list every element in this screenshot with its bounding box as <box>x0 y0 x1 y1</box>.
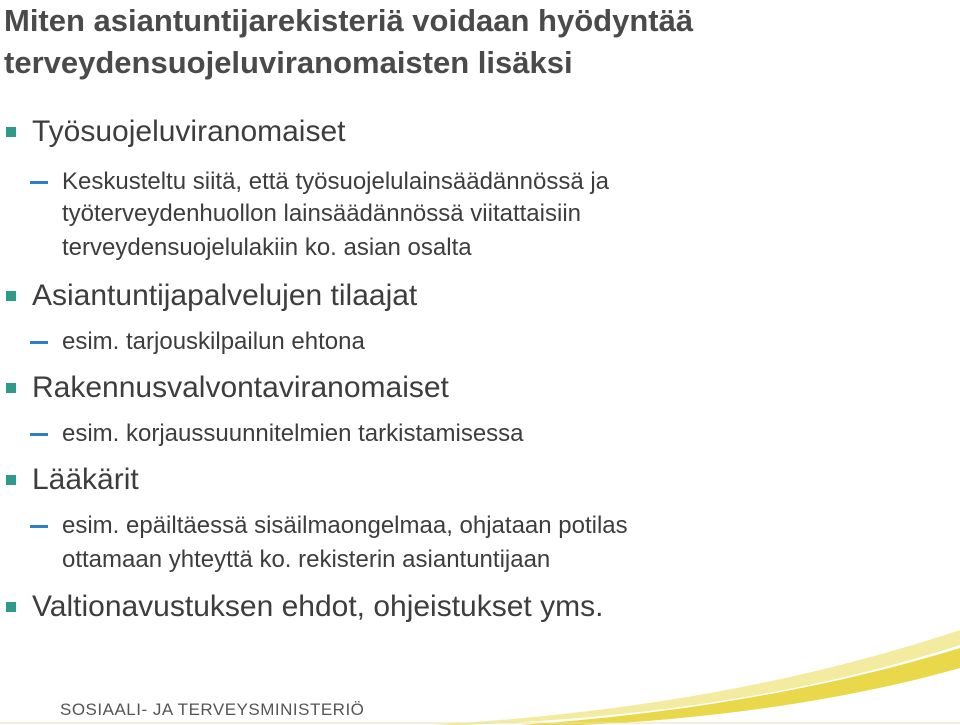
bullet-label: Lääkärit <box>32 463 139 496</box>
sub-bullet-line: esim. korjaussuunnitelmien tarkistamisessa <box>62 420 524 447</box>
slide-title-line-1: Miten asiantuntijarekisteriä voidaan hyödyntää <box>4 3 694 38</box>
bullet-label: Rakennusvalvontaviranomaiset <box>32 371 449 404</box>
sub-bullet-line: Keskusteltu siitä, että työsuojelulainsäädännössä ja <box>62 168 610 195</box>
sub-bullet-line: esim. epäiltäessä sisäilmaongelmaa, ohjataan potilas <box>62 512 628 539</box>
sub-bullet-line: ottamaan yhteyttä ko. rekisterin asiantuntijaan <box>62 546 551 573</box>
bullet-label: Valtionavustuksen ehdot, ohjeistukset yms. <box>32 590 604 623</box>
sub-bullet-line: terveydensuojelulakiin ko. asian osalta <box>62 234 472 261</box>
slide-title-line-2: terveydensuojeluviranomaisten lisäksi <box>4 45 573 80</box>
bullet-label: Työsuojeluviranomaiset <box>32 115 346 148</box>
sub-bullet-line: työterveydenhuollon lainsäädännössä viitattaisiin <box>62 200 581 227</box>
bullet-label: Asiantuntijapalvelujen tilaajat <box>32 279 418 312</box>
ministry-wordmark-icon: SOSIAALI- JA TERVEYSMINISTERIÖ <box>60 700 365 719</box>
sub-bullet-line: esim. tarjouskilpailun ehtona <box>62 328 365 355</box>
